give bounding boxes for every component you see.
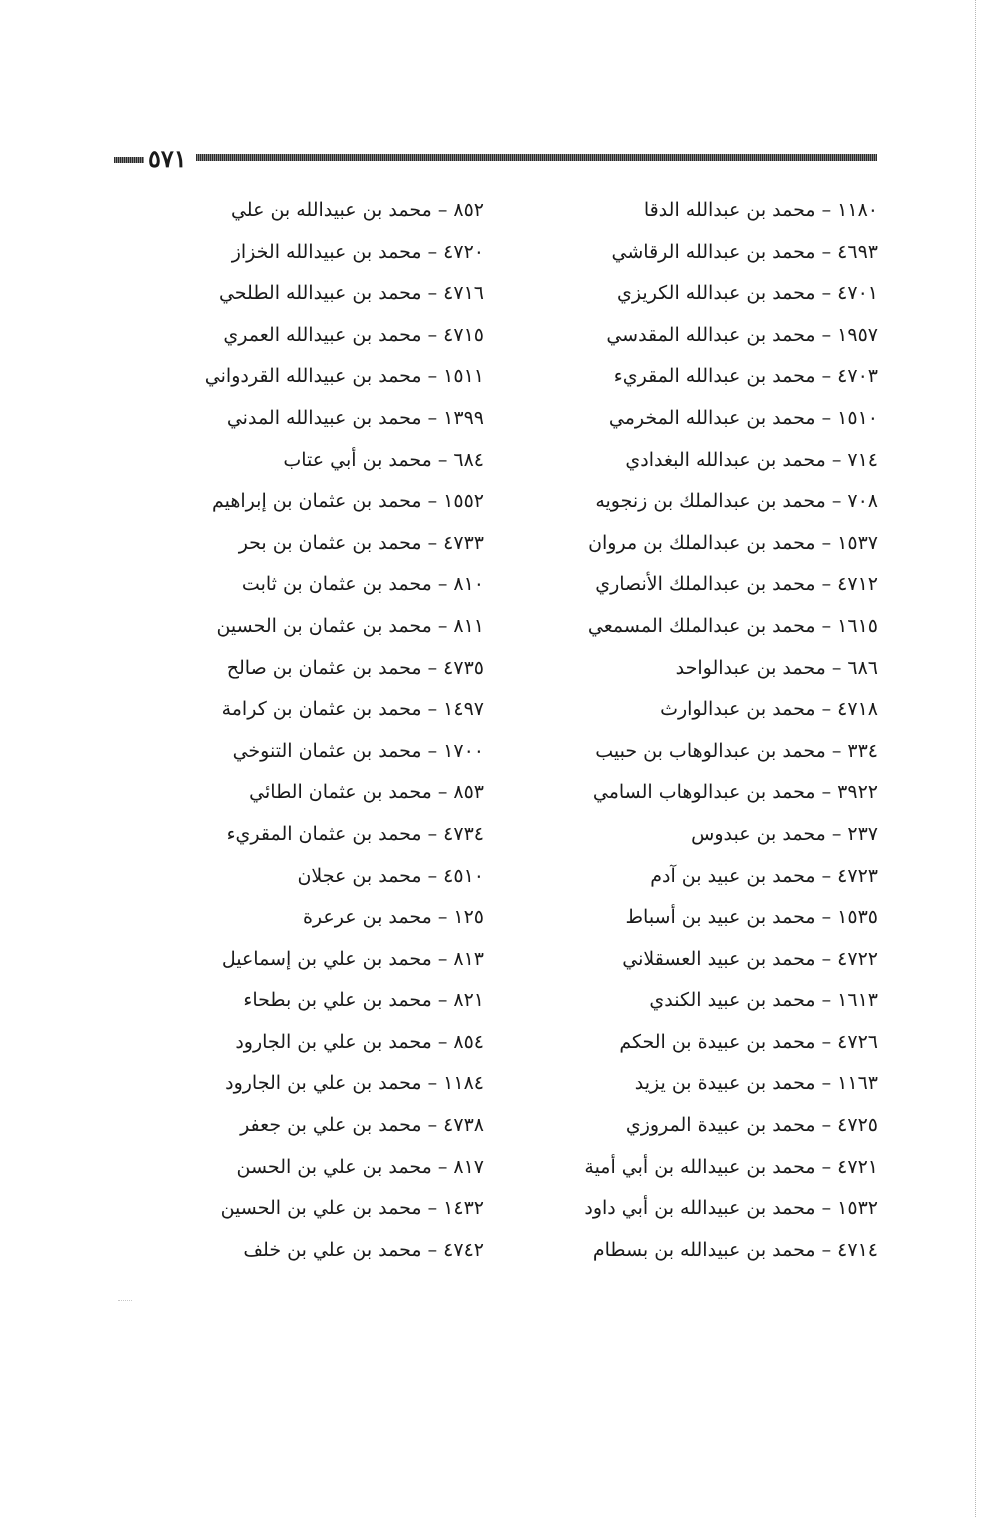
index-entry: ١٢٥ – محمد بن عرعرة (302, 906, 484, 929)
index-entry: ٤٧٢٠ – محمد بن عبيدالله الخزاز (231, 240, 484, 263)
index-entry: ١٩٥٧ – محمد بن عبدالله المقدسي (606, 323, 878, 346)
index-entry: ١٤٣٢ – محمد بن علي بن الحسين (220, 1197, 484, 1220)
index-entry: ٢٣٧ – محمد بن عبدوس (691, 822, 878, 845)
index-entry: ٨٥٤ – محمد بن علي بن الجارود (235, 1030, 484, 1053)
index-entry: ٤٧٣٣ – محمد بن عثمان بن بحر (238, 531, 484, 554)
index-column-left (154, 190, 484, 1271)
page-edge-dots (975, 0, 976, 1517)
index-entry: ٤٧١٥ – محمد بن عبيدالله العمري (223, 323, 484, 346)
index-entry: ١١٨٠ – محمد بن عبدالله الدقا (643, 199, 878, 221)
index-entry: ٨١١ – محمد بن عثمان بن الحسين (216, 614, 484, 637)
index-entry: ١٦١٣ – محمد بن عبيد الكندي (649, 989, 878, 1012)
index-entry: ٧٠٨ – محمد بن عبدالملك بن زنجويه (595, 490, 878, 513)
index-entry: ٤٧٣٨ – محمد بن علي بن جعفر (240, 1114, 484, 1137)
index-entry: ١٥٣٥ – محمد بن عبيد بن أسباط (625, 906, 878, 929)
index-entry: ٦٨٦ – محمد بن عبدالواحد (675, 656, 878, 679)
index-entry: ٤٧٠١ – محمد بن عبدالله الكريزي (617, 282, 878, 305)
index-entry: ١١٨٤ – محمد بن علي بن الجارود (225, 1072, 484, 1095)
index-entry: ١٥١١ – محمد بن عبيدالله القردواني (204, 365, 484, 388)
index-entry: ٨١٣ – محمد بن علي بن إسماعيل (221, 947, 484, 970)
header-rule-left (114, 157, 144, 163)
index-entry: ٨٥٣ – محمد بن عثمان الطائي (249, 781, 484, 804)
footer-mark (118, 1300, 132, 1301)
index-entry: ١٥٣٢ – محمد بن عبيدالله بن أبي داود (584, 1197, 878, 1220)
index-entry: ٤٧١٤ – محمد بن عبيدالله بن بسطام (592, 1238, 878, 1261)
index-entry: ٤٧١٦ – محمد بن عبيدالله الطلحي (218, 282, 484, 305)
index-entry: ٤٧٢١ – محمد بن عبيدالله بن أبي أمية (584, 1155, 878, 1178)
index-entry: ٤٧٢٢ – محمد بن عبيد العسقلاني (622, 947, 878, 970)
index-entry: ٤٧١٨ – محمد بن عبدالوارث (660, 698, 878, 721)
index-entry: ١١٦٣ – محمد بن عبيدة بن يزيد (634, 1072, 878, 1095)
index-entry: ٤٥١٠ – محمد بن عجلان (297, 864, 484, 887)
index-entry: ١٥٣٧ – محمد بن عبدالملك بن مروان (588, 531, 878, 554)
index-entry: ٧١٤ – محمد بن عبدالله البغدادي (625, 448, 878, 471)
index-entry: ٤٧٤٢ – محمد بن علي بن خلف (243, 1238, 484, 1261)
index-entry: ٤٦٩٣ – محمد بن عبدالله الرقاشي (611, 240, 878, 263)
index-entry: ١٤٩٧ – محمد بن عثمان بن كرامة (221, 698, 484, 721)
index-entry: ٤٧٣٤ – محمد بن عثمان المقريء (226, 822, 484, 845)
index-entry: ٨١٧ – محمد بن علي بن الحسن (236, 1155, 484, 1178)
index-entry: ٣٣٤ – محمد بن عبدالوهاب بن حبيب (595, 739, 878, 762)
index-entry: ٤٧٢٦ – محمد بن عبيدة بن الحكم (619, 1030, 878, 1053)
index-entry: ١٥٥٢ – محمد بن عثمان بن إبراهيم (212, 490, 484, 513)
index-entry: ٤٧٢٣ – محمد بن عبيد بن آدم (650, 864, 878, 887)
index-entry: ١٣٩٩ – محمد بن عبيدالله المدني (226, 406, 484, 429)
index-entry: ٤٧١٢ – محمد بن عبدالملك الأنصاري (595, 573, 878, 596)
index-entry: ٨٢١ – محمد بن علي بن بطحاء (243, 989, 484, 1012)
index-entry: ٦٨٤ – محمد بن أبي عتاب (283, 448, 484, 471)
page-number: ٥٧١ (148, 144, 187, 173)
index-entry: ٤٧٢٥ – محمد بن عبيدة المروزي (625, 1114, 878, 1137)
index-column-right (548, 190, 878, 1271)
index-entry: ١٦١٥ – محمد بن عبدالملك المسمعي (587, 614, 878, 637)
index-entry: ٤٧٠٣ – محمد بن عبدالله المقريء (613, 365, 878, 388)
page-header (114, 144, 877, 173)
index-entry: ٨٥٢ – محمد بن عبيدالله بن علي (230, 199, 484, 221)
index-entry: ١٧٠٠ – محمد بن عثمان التنوخي (232, 739, 484, 762)
index-entry: ٤٧٣٥ – محمد بن عثمان بن صالح (226, 656, 484, 679)
index-entry: ١٥١٠ – محمد بن عبدالله المخرمي (608, 406, 878, 429)
header-rule (196, 154, 877, 161)
index-entry: ٨١٠ – محمد بن عثمان بن ثابت (241, 573, 484, 596)
index-entry: ٣٩٢٢ – محمد بن عبدالوهاب السامي (592, 781, 878, 804)
